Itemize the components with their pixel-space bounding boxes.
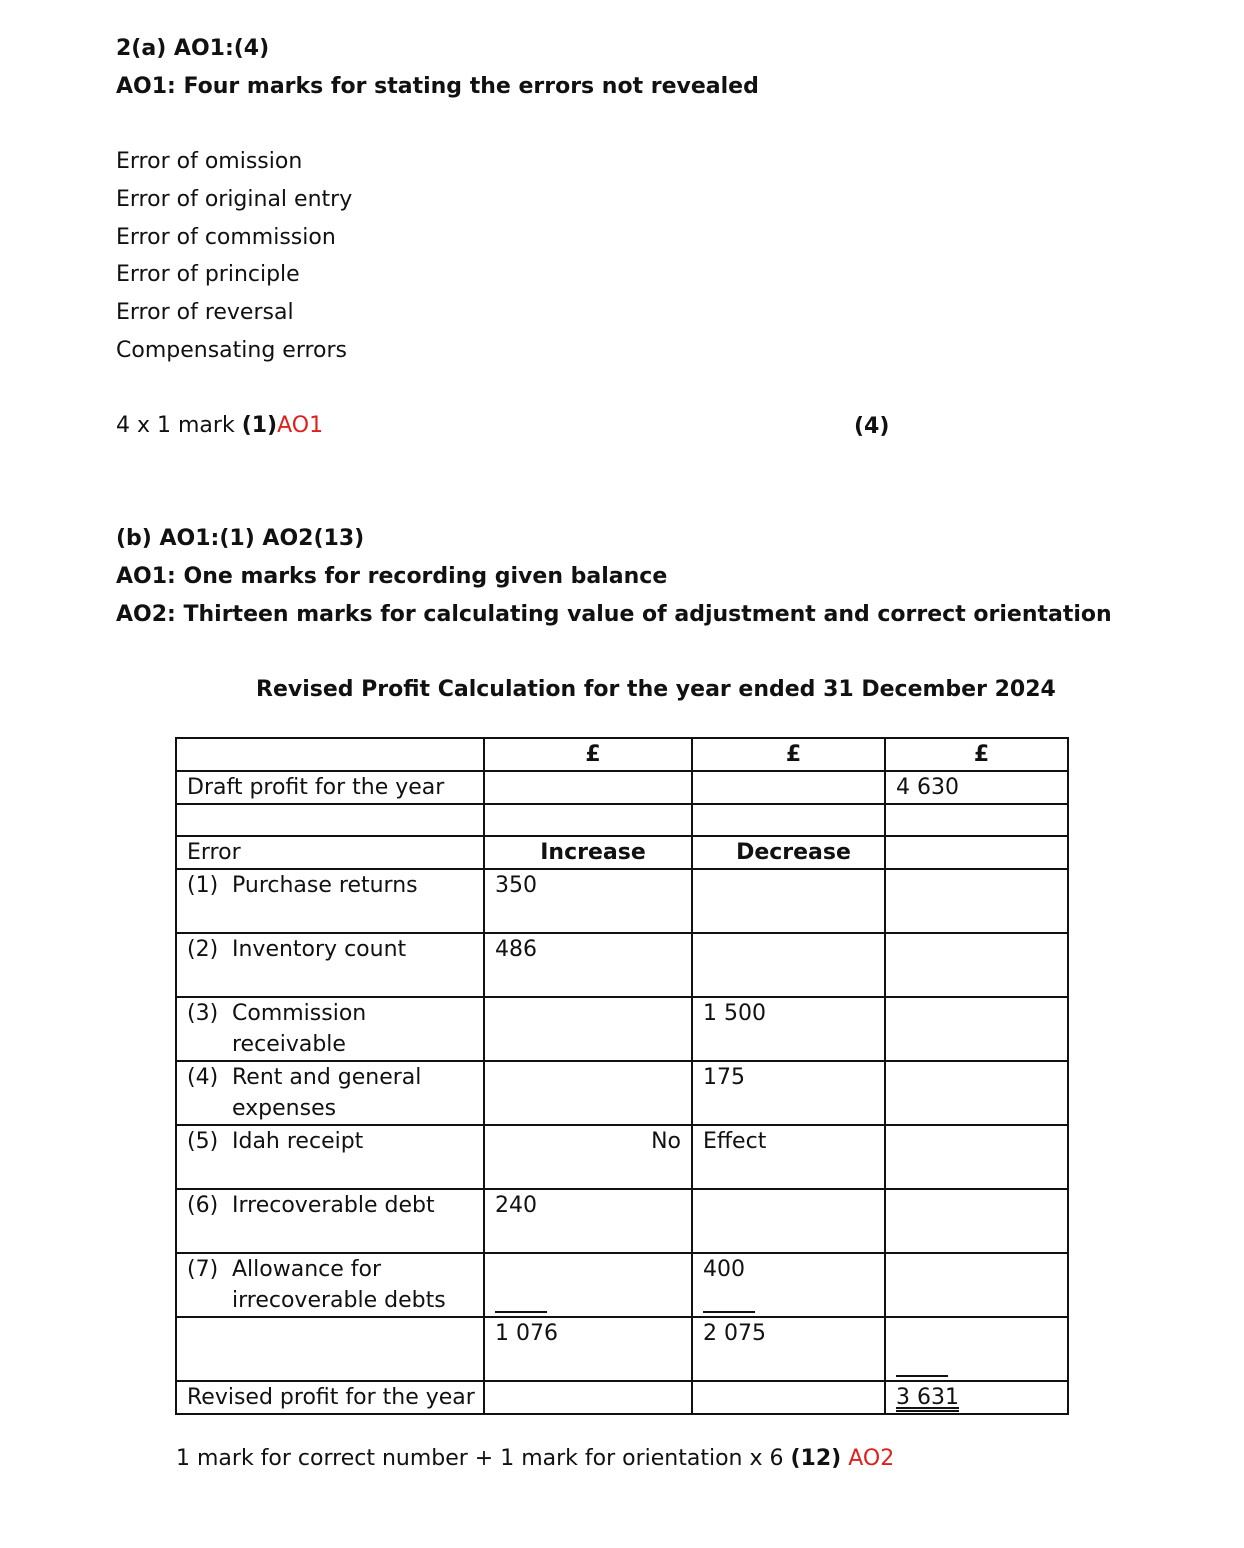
draft-value: 4 630 [885,771,1068,804]
adjustment-label [176,1189,484,1253]
total-rule [896,1375,948,1377]
table-row [176,771,1068,804]
decrease-value [692,869,885,933]
revised-value: 3 631 [896,1385,959,1410]
table-row [176,1125,1068,1189]
empty-cell [885,804,1068,836]
empty-cell [885,836,1068,869]
empty-cell [885,1125,1068,1189]
footer-text: 1 mark for correct number + 1 mark for orientation x 6 [176,1446,791,1471]
currency-header: £ [484,738,692,771]
adjustment-text: Allowance for irrecoverable debts [232,1257,446,1313]
adjustment-label [176,1253,484,1317]
empty-cell [176,1317,484,1381]
adjustment-text: Irrecoverable debt [232,1193,435,1218]
error-item: Error of omission [116,149,303,174]
currency-header: £ [692,738,885,771]
empty-cell [885,933,1068,997]
part-a-heading: 2(a) AO1:(4) [116,36,270,61]
footer-bold: (12) [790,1446,842,1471]
table-row [176,933,1068,997]
mark-ao: AO1 [277,413,324,438]
empty-cell [176,804,484,836]
revised-profit-table [175,737,1069,1415]
mark-text: 4 x 1 mark [116,413,242,438]
empty-cell [885,869,1068,933]
error-item: Compensating errors [116,338,347,363]
mark-bold: (1) [241,413,278,438]
empty-cell [484,1381,692,1414]
empty-cell [484,771,692,804]
error-item: Error of principle [116,262,300,287]
adjustment-number: (7) [187,1257,219,1282]
error-item: Error of reversal [116,300,294,325]
currency-header: £ [885,738,1068,771]
empty-cell [885,1189,1068,1253]
increase-header: Increase [484,836,692,869]
table-title: Revised Profit Calculation for the year ended 31 December 2024 [256,677,1056,702]
increase-value: 486 [484,933,692,997]
part-a-mark-line [116,413,323,438]
decrease-value [692,933,885,997]
table-row [176,1061,1068,1125]
adjustment-text: Rent and general expenses [232,1065,422,1121]
part-a-subheading: AO1: Four marks for stating the errors not revealed [116,74,759,99]
table-row [176,836,1068,869]
decrease-value: 1 500 [692,997,885,1061]
empty-cell [484,804,692,836]
decrease-value [692,1189,885,1253]
subtotal-rule [495,1311,547,1313]
revised-label: Revised profit for the year [176,1381,484,1414]
increase-value [484,997,692,1061]
adjustment-label [176,1061,484,1125]
part-b-footer [176,1446,894,1471]
table-row [176,1317,1068,1381]
decrease-cell [692,1253,885,1317]
table-row [176,1381,1068,1414]
empty-cell [692,804,885,836]
adjustment-label [176,869,484,933]
table-row [176,997,1068,1061]
adjustment-number: (4) [187,1065,219,1090]
empty-cell [176,738,484,771]
increase-value: 350 [484,869,692,933]
adjustment-number: (1) [187,873,219,898]
decrease-total: 2 075 [692,1317,885,1381]
table-row [176,1253,1068,1317]
decrease-value: 175 [692,1061,885,1125]
part-b-ao1: AO1: One marks for recording given balance [116,564,668,589]
adjustment-text: Inventory count [232,937,407,962]
table-row [176,804,1068,836]
table-row [176,738,1068,771]
increase-value: 240 [484,1189,692,1253]
revised-value-cell [885,1381,1068,1414]
increase-total: 1 076 [484,1317,692,1381]
increase-value [484,1061,692,1125]
increase-cell [484,1253,692,1317]
adjustment-number: (3) [187,1001,219,1026]
error-item: Error of commission [116,225,336,250]
draft-label: Draft profit for the year [176,771,484,804]
part-a-total: (4) [854,414,890,439]
adjustment-text: Purchase returns [232,873,418,898]
empty-cell [692,1381,885,1414]
empty-cell [885,1061,1068,1125]
empty-cell [885,997,1068,1061]
adjustment-number: (6) [187,1193,219,1218]
adjustment-label [176,1125,484,1189]
decrease-header: Decrease [692,836,885,869]
table-row [176,869,1068,933]
subtotal-rule [703,1311,755,1313]
no-effect-left: No [484,1125,692,1189]
adjustment-text: Commission receivable [232,1001,367,1057]
table-row [176,1189,1068,1253]
part-b-ao2: AO2: Thirteen marks for calculating value of adjustment and correct orientation [116,602,1112,627]
total-rule-cell [885,1317,1068,1381]
no-effect-right: Effect [692,1125,885,1189]
empty-cell [885,1253,1068,1317]
error-header: Error [176,836,484,869]
footer-ao: AO2 [848,1446,895,1471]
empty-cell [692,771,885,804]
adjustment-number: (5) [187,1129,219,1154]
adjustment-number: (2) [187,937,219,962]
decrease-value: 400 [703,1257,745,1282]
adjustment-label [176,933,484,997]
part-b-heading: (b) AO1:(1) AO2(13) [116,526,365,551]
adjustment-text: Idah receipt [232,1129,364,1154]
error-item: Error of original entry [116,187,353,212]
adjustment-label [176,997,484,1061]
